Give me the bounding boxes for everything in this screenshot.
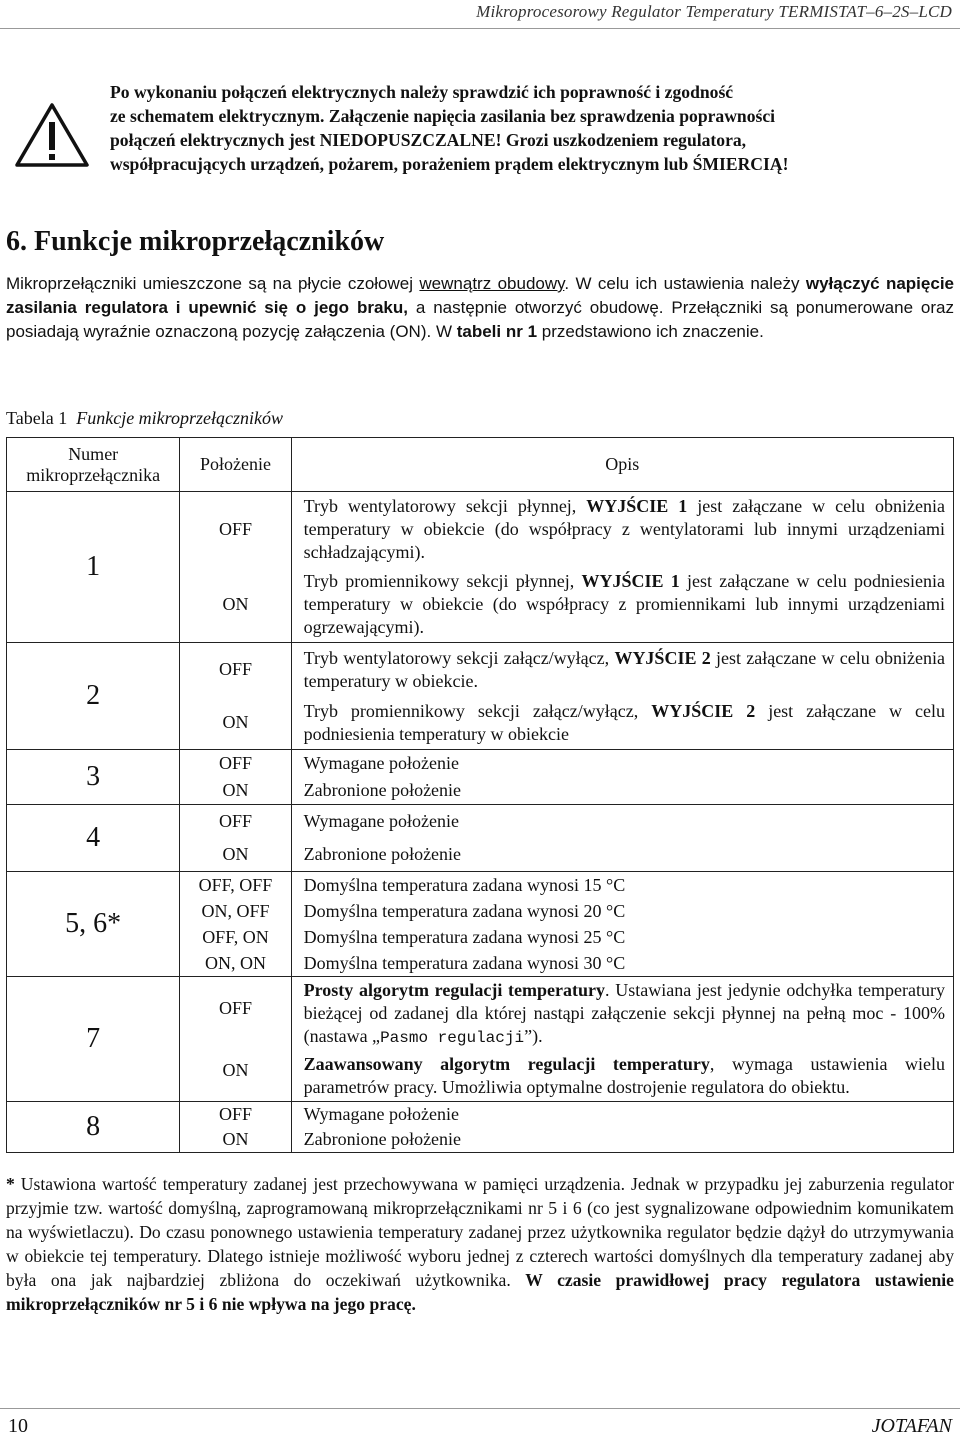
switch-position: ON — [222, 712, 249, 732]
position-cell — [180, 977, 291, 1102]
description-pre: Wymagane położenie — [303, 1104, 459, 1124]
description-pre: Wymagane położenie — [303, 753, 459, 773]
position-cell — [180, 492, 291, 643]
description-cell — [291, 750, 953, 805]
brand-name: JOTAFAN — [871, 1415, 952, 1437]
header-title: Mikroprocesorowy Regulator Temperatury TERMISTAT–6–2S–LCD — [476, 2, 952, 21]
description-pre: Zabronione położenie — [303, 844, 462, 864]
description-text — [304, 1103, 945, 1126]
footnote — [6, 1172, 954, 1316]
page-footer — [0, 1408, 960, 1441]
switch-position: ON — [222, 780, 249, 800]
description-text — [304, 779, 945, 802]
caption-label: Tabela 1 — [6, 408, 68, 428]
description-text — [304, 874, 945, 897]
warning-line: ze schematem elektrycznym. Załączenie napięcia zasilania bez sprawdzenia poprawności — [110, 106, 776, 126]
switch-number: 7 — [7, 977, 180, 1102]
description-text — [304, 926, 945, 949]
position-cell — [180, 1102, 291, 1153]
intro-bold: wyłączyć napięcie zasilania regulatora i upewnić się o jego braku, — [6, 274, 954, 317]
table-row — [7, 977, 954, 1102]
header-description: Opis — [291, 438, 953, 492]
position-cell — [180, 750, 291, 805]
description-post: jest załączane w celu obniżenia temperatury w obiekcie. — [303, 647, 945, 691]
description-text — [304, 1053, 945, 1099]
table-row — [7, 750, 954, 805]
description-bold: WYJŚCIE 1 — [586, 496, 688, 516]
description-pre: Domyślna temperatura zadana wynosi 25 °C — [303, 926, 626, 947]
footnote-star: * — [6, 1174, 15, 1194]
header-number: Numer mikroprzełącznika — [7, 438, 180, 492]
header-position: Położenie — [180, 438, 291, 492]
description-cell — [291, 872, 953, 977]
switch-position: OFF — [218, 1104, 252, 1124]
switch-position: ON, OFF — [201, 900, 270, 921]
footnote-bold: W czasie prawidłowej pracy regulatora ustawienie mikroprzełączników nr 5 i 6 nie wpływa na jego pracę. — [6, 1270, 954, 1314]
description-tail: ”). — [524, 1025, 543, 1046]
description-post: , wymaga ustawienia wielu parametrów pracy. Umożliwia optymalne dostrojenie regulatora do obiektu. — [303, 1054, 945, 1098]
description-pre: Tryb promiennikowy sekcji płynnej, — [303, 571, 582, 591]
description-text — [304, 810, 945, 833]
switch-position: ON — [222, 594, 249, 614]
description-cell — [291, 977, 953, 1102]
switch-number: 5, 6* — [7, 872, 180, 977]
switch-position: OFF — [218, 753, 252, 773]
table-row — [7, 643, 954, 750]
description-pre: Zabronione położenie — [303, 780, 462, 800]
warning-box — [14, 70, 954, 190]
description-cell — [291, 492, 953, 643]
description-text — [304, 700, 945, 746]
intro-text: Mikroprzełączniki umieszczone są na płycie czołowej — [6, 274, 420, 293]
footnote-text: Ustawiona wartość temperatury zadanej jest przechowywana w pamięci urządzenia. Jednak w przypadku jej zaburzenia regulator przyjmie tzw. wartość domyślną, zaprogramowaną mikroprzełącznikami nr 5 i 6 (co jest sygnalizowane odpowiednim komunikatem na wyświetlaczu). Do czasu ponownego ustawienia temperatury zadanej przez użytkownika regulator będzie dążył do utrzymywania w obiekcie tej temperatury. Dlatego istnieje możliwość wyboru jednej z czterech wartości domyślnych dla temperatury zadanej aby była ona jak najbardziej zbliżona do oczekiwań użytkownika. — [6, 1174, 954, 1290]
switch-position: OFF — [218, 659, 252, 679]
warning-line: Po wykonaniu połączeń elektrycznych należy sprawdzić ich poprawność i zgodność — [110, 82, 734, 102]
description-bold: Prosty algorytm regulacji temperatury — [303, 979, 606, 1000]
position-cell — [180, 643, 291, 750]
section-title: 6. Funkcje mikroprzełączników — [6, 226, 385, 257]
description-post: jest załączane w celu obniżenia temperatury w obiekcie (do współpracy z wentylatorami lub innymi urządzeniami schładzającymi). — [303, 496, 945, 562]
switch-number: 4 — [7, 805, 180, 872]
description-bold: Zaawansowany algorytm regulacji temperatury — [303, 1054, 710, 1075]
description-cell — [291, 643, 953, 750]
description-pre: Domyślna temperatura zadana wynosi 15 °C — [303, 874, 626, 895]
description-pre: Tryb wentylatorowy sekcji załącz/wyłącz, — [303, 647, 615, 668]
switch-position: ON — [222, 1059, 249, 1080]
switch-table — [6, 437, 954, 1153]
description-text — [304, 952, 945, 975]
description-text — [304, 647, 945, 693]
table-row — [7, 1102, 954, 1153]
switch-number: 3 — [7, 750, 180, 805]
description-bold: WYJŚCIE 1 — [581, 571, 680, 591]
description-mono: Pasmo regulacji — [380, 1028, 525, 1047]
switch-position: ON — [222, 844, 249, 864]
description-text — [304, 1128, 945, 1151]
description-bold: WYJŚCIE 2 — [651, 700, 756, 721]
warning-text — [110, 80, 940, 176]
caption-text: Funkcje mikroprzełączników — [76, 408, 283, 428]
description-cell — [291, 805, 953, 872]
warning-triangle-icon — [14, 102, 90, 168]
description-text — [304, 495, 945, 564]
switch-position: OFF — [218, 811, 252, 831]
switch-position: OFF, OFF — [198, 874, 273, 895]
description-text — [304, 570, 945, 639]
description-post: jest załączane w celu podniesienia temperatury w obiekcie — [303, 700, 945, 744]
description-post: jest załączane w celu podniesienia temperatury w obiekcie (do współpracy z promiennikami lub innymi urządzeniami ogrzewającymi). — [303, 571, 945, 637]
switch-position: OFF — [218, 997, 252, 1018]
table-row — [7, 872, 954, 977]
description-bold: WYJŚCIE 2 — [614, 647, 711, 668]
switch-position: ON — [222, 1129, 249, 1149]
description-pre: Domyślna temperatura zadana wynosi 20 °C — [303, 900, 626, 921]
description-text — [304, 752, 945, 775]
description-post: . Ustawiana jest jedynie odchyłka temperatury bieżącej od zadanej dla której nastąpi załączenie sekcji płynnej na pełną moc - 100% (nastawa „ — [303, 979, 946, 1046]
switch-position: OFF — [218, 519, 252, 539]
position-cell — [180, 805, 291, 872]
intro-text: przedstawiono ich znaczenie. — [537, 322, 764, 341]
description-text — [304, 979, 945, 1050]
description-pre: Zabronione położenie — [303, 1129, 462, 1149]
page-number: 10 — [8, 1415, 28, 1437]
switch-number: 1 — [7, 492, 180, 643]
description-text — [304, 843, 945, 866]
intro-underline: wewnątrz obudowy — [419, 274, 565, 293]
description-text — [304, 900, 945, 923]
description-pre: Domyślna temperatura zadana wynosi 30 °C — [303, 952, 626, 973]
switch-position: OFF, ON — [202, 926, 269, 947]
page-header — [0, 0, 960, 29]
table-caption — [6, 408, 283, 429]
intro-text: . W celu ich ustawienia należy — [564, 274, 806, 293]
table-row — [7, 492, 954, 643]
warning-line: połączeń elektrycznych jest NIEDOPUSZCZALNE! Grozi uszkodzeniem regulatora, — [110, 130, 747, 150]
switch-number: 8 — [7, 1102, 180, 1153]
switch-number: 2 — [7, 643, 180, 750]
description-pre: Tryb wentylatorowy sekcji płynnej, — [303, 496, 587, 516]
switch-position: ON, ON — [204, 952, 266, 973]
description-pre: Tryb promiennikowy sekcji załącz/wyłącz, — [303, 700, 652, 721]
description-pre: Wymagane położenie — [303, 811, 459, 831]
intro-bold: tabeli nr 1 — [456, 322, 538, 341]
table-row — [7, 805, 954, 872]
intro-paragraph — [6, 272, 954, 344]
warning-line: współpracujących urządzeń, pożarem, porażeniem prądem elektrycznym lub ŚMIERCIĄ! — [110, 154, 789, 174]
position-cell — [180, 872, 291, 977]
description-cell — [291, 1102, 953, 1153]
intro-text: a następnie otworzyć obudowę. Przełączniki są ponumerowane oraz posiadają wyraźnie oznaczoną pozycję załączenia (ON). W — [6, 298, 954, 341]
